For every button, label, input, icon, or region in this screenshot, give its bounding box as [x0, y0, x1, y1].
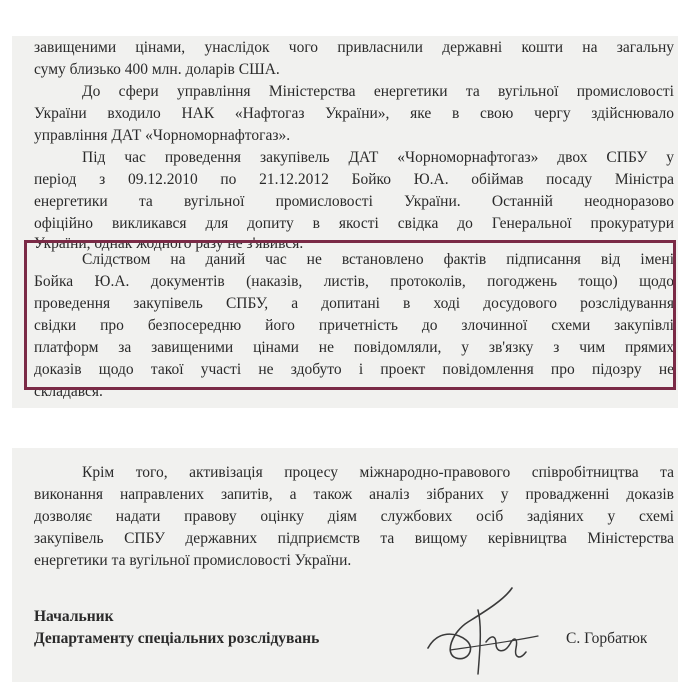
- text-line: енергетики та вугільної промисловості України. Останній неодноразово: [34, 193, 674, 210]
- text-line: України, однак жодного разу не з'явився.: [34, 235, 304, 252]
- highlighted-text-line: проведення закупівель СПБУ, а допитані в ході досудового розслідування: [34, 295, 674, 312]
- text-line: Крім того, активізація процесу міжнародно-правового співробітництва та: [82, 464, 674, 481]
- text-line: управління ДАТ «Чорноморнафтогаз».: [34, 127, 291, 144]
- text-line: завищеними цінами, унаслідок чого привласнили державні кошти на загальну: [34, 39, 674, 56]
- text-line: Під час проведення закупівель ДАТ «Чорноморнафтогаз» двох СПБУ у: [82, 149, 674, 166]
- signatory-name: С. Горбатюк: [566, 630, 648, 647]
- signatory-title-line2: Департаменту спеціальних розслідувань: [34, 630, 320, 647]
- handwritten-signature: [408, 570, 558, 680]
- text-line: офіційно викликався для допиту в якості свідка до Генеральної прокуратури: [34, 215, 674, 232]
- text-line: України входило НАК «Нафтогаз України», яке в свою чергу здійснювало: [34, 105, 674, 122]
- text-line: До сфери управління Міністерства енергетики та вугільної промисловості: [82, 83, 674, 100]
- highlighted-text-line: свідки про безпосередню його причетність до злочинної схеми закупівлі: [34, 317, 674, 334]
- highlighted-text-line: Бойка Ю.А. документів (наказів, листів, протоколів, погоджень тощо) щодо: [34, 273, 674, 290]
- highlighted-text-line: складався.: [34, 383, 103, 400]
- highlighted-text-line: Слідством на даний час не встановлено фактів підписання від імені: [82, 251, 674, 268]
- text-line: період з 09.12.2010 по 21.12.2012 Бойко Ю.А. обіймав посаду Міністра: [34, 171, 674, 188]
- text-line: дозволяє надати правову оцінку діям службових осіб задіяних у схемі: [34, 508, 674, 525]
- highlight-frame: [24, 240, 676, 390]
- text-line: суму близько 400 млн. доларів США.: [34, 61, 280, 78]
- text-line: енергетики та вугільної промисловості України.: [34, 552, 352, 569]
- highlighted-text-line: платформ за завищеними цінами не повідомляли, у зв'язку з чим прямих: [34, 339, 674, 356]
- top-margin: [0, 0, 690, 36]
- text-line: виконання направлених запитів, а також аналіз зібраних у провадженні доказів: [34, 486, 674, 503]
- highlighted-text-line: доказів щодо такої участі не здобуто і проект повідомлення про підозру не: [34, 361, 674, 378]
- signatory-title-line1: Начальник: [34, 608, 114, 625]
- text-line: закупівель СПБУ державних підприємств та вищому керівництва Міністерства: [34, 530, 674, 547]
